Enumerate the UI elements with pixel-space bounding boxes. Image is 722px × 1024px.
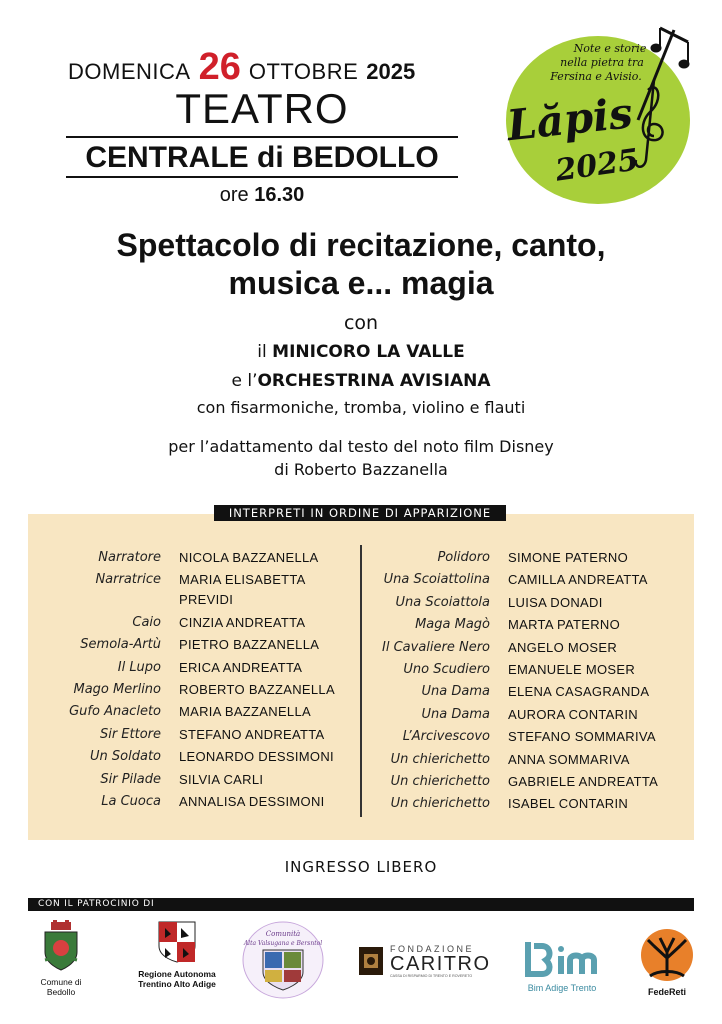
federeti-caption: FedeReti: [647, 987, 686, 997]
regione-caption-2: Trentino Alto Adige: [138, 979, 216, 989]
cast-row: [28, 770, 360, 790]
cast-role: Una Scoiattolina: [383, 572, 490, 588]
cast-actor: ERICA ANDREATTA: [179, 659, 303, 675]
bim-caption: Bim Adige Trento: [527, 983, 597, 993]
cast-row: [362, 750, 694, 770]
cast-role: Uno Scudiero: [403, 661, 490, 677]
cast-row: [362, 794, 694, 814]
cast-role: Polidoro: [437, 550, 490, 565]
venue-line2: CENTRALE di BEDOLLO: [85, 141, 439, 174]
cast-row: [28, 658, 360, 678]
cast-role: Un chierichetto: [390, 796, 490, 812]
cast-actor: SILVIA CARLI: [179, 771, 264, 787]
regione-caption-1: Regione Autonoma: [138, 969, 216, 979]
cast-row: [362, 615, 694, 635]
day-number: 26: [198, 46, 241, 88]
federeti-tree-icon: [640, 928, 694, 982]
cast-actor: MARIA ELISABETTA PREVIDI: [179, 572, 305, 608]
adaptation-line1: per l’adattamento dal testo del noto film Disney: [168, 437, 554, 456]
cast-role: Gufo Anacleto: [69, 704, 161, 720]
cast-row: [28, 635, 360, 655]
cast-row: [28, 680, 360, 700]
cast-row: [362, 570, 694, 590]
sponsor-regione: [132, 920, 222, 989]
caritro-text-1: FONDAZIONE: [390, 944, 475, 954]
show-title-line2: musica e... magia: [228, 265, 494, 301]
cast-actor: ANNA SOMMARIVA: [508, 751, 630, 767]
cast-row: [28, 570, 360, 610]
group1-name: MINICORO LA VALLE: [272, 342, 465, 362]
cast-role: Narratrice: [95, 572, 161, 588]
caritro-text-2: CARITRO: [390, 953, 491, 975]
sponsor-federeti: [636, 928, 698, 997]
event-date: [68, 48, 458, 86]
adaptation-line2: di Roberto Bazzanella: [274, 460, 448, 479]
divider-rule: [66, 136, 458, 138]
cast-row: [362, 638, 694, 658]
venue-line1: TEATRO: [175, 85, 349, 132]
logo-tagline-3: Fersina e Avisio.: [550, 70, 642, 83]
cast-role: Una Scoiattola: [395, 594, 490, 610]
patronage-label: CON IL PATROCINIO DI: [38, 899, 155, 909]
cast-row: [362, 705, 694, 725]
cast-actor: MARIA BAZZANELLA: [179, 704, 311, 720]
cast-column-right: [362, 548, 694, 817]
show-title-line1: Spettacolo di recitazione, canto,: [116, 227, 606, 263]
cast-actor: STEFANO SOMMARIVA: [508, 729, 656, 745]
sponsor-comunita: [240, 920, 326, 1005]
cast-actor: STEFANO ANDREATTA: [179, 726, 325, 742]
cast-actor: PIETRO BAZZANELLA: [179, 637, 320, 653]
time-prefix: ore: [219, 184, 249, 206]
group2-name: ORCHESTRINA AVISIANA: [257, 371, 491, 391]
cast-role: L’Arcivescovo: [402, 729, 490, 745]
cast-role: Una Dama: [421, 684, 490, 700]
event-time: [66, 184, 458, 207]
cast-actor: EMANUELE MOSER: [508, 661, 636, 677]
lapis-logo: [498, 20, 708, 210]
ingresso-libero: INGRESSO LIBERO: [284, 858, 438, 876]
cast-actor: ELENA CASAGRANDA: [508, 684, 650, 700]
cast-role: Semola-Artù: [80, 637, 161, 653]
cast-role: Sir Pilade: [100, 771, 161, 787]
cast-row: [362, 682, 694, 702]
cast-actor: LUISA DONADI: [508, 594, 603, 610]
cast-actor: GABRIELE ANDREATTA: [508, 773, 659, 789]
cast-row: [28, 548, 360, 568]
cast-row: [362, 727, 694, 747]
cast-row: [28, 747, 360, 767]
sponsor-caritro: [358, 944, 492, 978]
cast-column-left: [28, 548, 360, 814]
caritro-text-3: CASSA DI RISPARMIO DI TRENTO E ROVERETO: [390, 974, 473, 978]
cast-role: Maga Magò: [415, 617, 490, 633]
cast-actor: SIMONE PATERNO: [508, 550, 629, 565]
cast-actor: MARTA PATERNO: [508, 617, 621, 633]
cast-actor: NICOLA BAZZANELLA: [179, 550, 319, 565]
logo-tagline-1: Note e storie: [573, 42, 647, 55]
group2-prefix: e l’: [231, 371, 258, 391]
cast-row: [362, 593, 694, 613]
cast-role: Il Lupo: [117, 659, 161, 675]
bedollo-caption: Comune di Bedollo: [40, 977, 82, 997]
cast-actor: CAMILLA ANDREATTA: [508, 572, 648, 588]
cast-role: Un chierichetto: [390, 751, 490, 767]
sponsor-bim: [520, 938, 604, 993]
cast-role: Caio: [132, 614, 161, 630]
sponsor-bedollo: [26, 920, 96, 997]
cast-role: La Cuoca: [101, 793, 161, 809]
divider-rule: [66, 176, 458, 178]
bim-logo-icon: [524, 938, 600, 978]
cast-role: Il Cavaliere Nero: [382, 639, 490, 655]
comunita-text-2: Alta Valsugana e Bersntol: [243, 940, 323, 947]
caritro-emblem-icon: [358, 946, 384, 976]
cast-actor: CINZIA ANDREATTA: [179, 614, 306, 630]
cast-row: [28, 613, 360, 633]
cast-role: Un chierichetto: [390, 773, 490, 789]
cast-actor: LEONARDO DESSIMONI: [179, 749, 334, 765]
cast-row: [362, 548, 694, 568]
cast-actor: ROBERTO BAZZANELLA: [179, 681, 335, 697]
logo-name: Lăpis: [504, 88, 635, 151]
cast-actor: AURORA CONTARIN: [508, 706, 638, 722]
cast-actor: ANGELO MOSER: [508, 639, 618, 655]
group1-line: [0, 342, 722, 362]
cast-actor: ISABEL CONTARIN: [508, 796, 629, 812]
cast-row: [28, 725, 360, 745]
logo-year: 2025: [553, 142, 641, 189]
regione-crest-icon: [157, 920, 197, 964]
bedollo-crest-icon: [41, 920, 81, 972]
cast-row: [362, 772, 694, 792]
comunita-logo-icon: [241, 920, 325, 1000]
cast-row: [28, 792, 360, 812]
instruments: con fisarmoniche, tromba, violino e flauti: [196, 398, 526, 417]
comunita-text-1: Comunità: [265, 930, 301, 938]
cast-row: [362, 660, 694, 680]
cast-role: Mago Merlino: [73, 681, 161, 697]
cast-role: Sir Ettore: [99, 726, 161, 742]
logo-tagline-2: nella pietra tra: [560, 56, 644, 69]
cast-row: [28, 702, 360, 722]
cast-label: INTERPRETI IN ORDINE DI APPARIZIONE: [214, 505, 506, 521]
con-text: con: [343, 312, 379, 334]
year: 2025: [366, 59, 416, 84]
month: OTTOBRE: [248, 59, 359, 84]
group2-line: [0, 371, 722, 391]
cast-role: Una Dama: [421, 706, 490, 722]
cast-role: Un Soldato: [90, 749, 161, 765]
time-value: 16.30: [254, 184, 305, 206]
cast-role: Narratore: [98, 550, 161, 565]
group1-prefix: il: [257, 342, 267, 362]
day-word: DOMENICA: [68, 59, 191, 84]
show-title: [0, 226, 722, 302]
cast-actor: ANNALISA DESSIMONI: [179, 793, 325, 809]
